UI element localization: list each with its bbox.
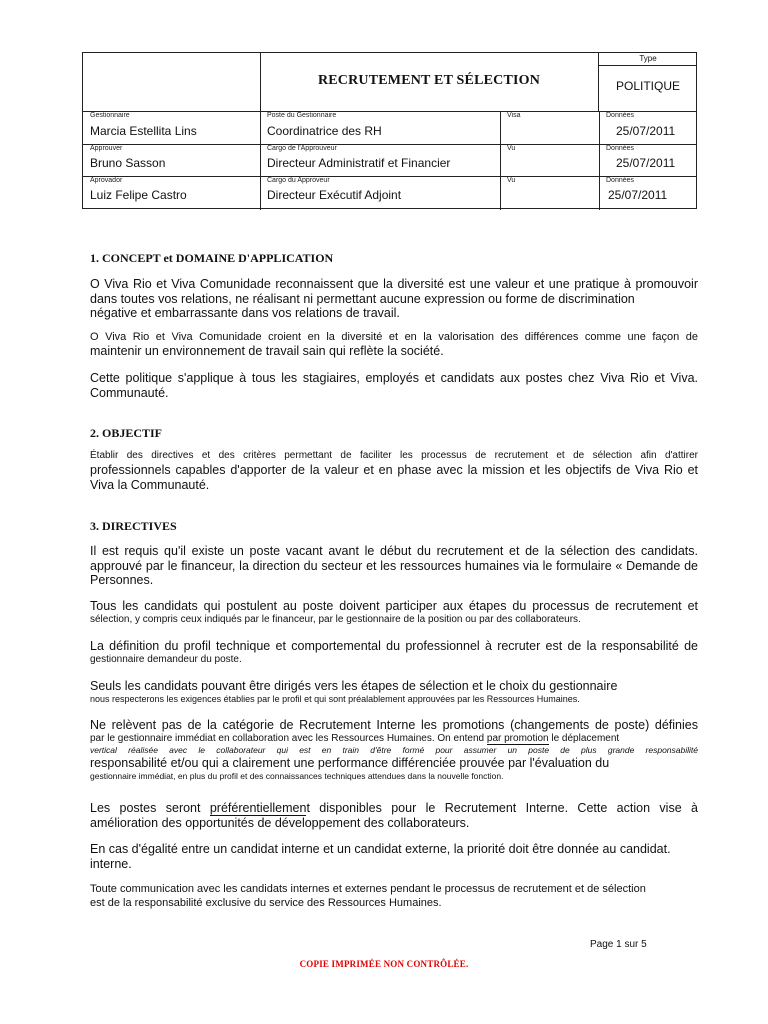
approver-position-label: Cargo de l'Approuveur bbox=[267, 145, 337, 152]
text-line: O Viva Rio et Viva Comunidade reconnaissent que la diversité est une valeur et une pratique à promouvoir bbox=[90, 277, 698, 291]
underlined-term: préférentiellemen bbox=[209, 801, 307, 815]
text-line: La définition du profil technique et comportemental du professionnel à recruter est de la responsabilité de bbox=[90, 639, 698, 653]
section-3-paragraph-6 bbox=[90, 801, 698, 830]
text-line: Communauté. bbox=[90, 385, 169, 400]
section-1-paragraph-2 bbox=[90, 330, 698, 359]
section-3-paragraph-1 bbox=[90, 544, 698, 588]
page-number: Page 1 sur 5 bbox=[590, 939, 647, 950]
approver-position-cell bbox=[260, 144, 501, 177]
text-segment: par le gestionnaire immédiat en collaboration avec les Ressources Humaines. On entend bbox=[90, 733, 487, 744]
text-line: Tous les candidats qui postulent au poste doivent participer aux étapes du processus de recrutement et bbox=[90, 599, 698, 613]
text-line: dans toutes vos relations, ne réalisant ni permettant aucune expression ou forme de discrimination bbox=[90, 291, 635, 306]
approver-vu-cell bbox=[500, 144, 600, 177]
text-line: O Viva Rio et Viva Comunidade croient en la diversité et en la valorisation des différences comme une façon de bbox=[90, 331, 698, 343]
section-2-heading: 2. OBJECTIF bbox=[90, 426, 163, 440]
type-value: POLITIQUE bbox=[615, 79, 680, 93]
text-line: Seuls les candidats pouvant être dirigés vers les étapes de sélection et le choix du gestionnaire bbox=[90, 679, 618, 693]
text-line bbox=[90, 733, 698, 745]
section-3-heading: 3. DIRECTIVES bbox=[90, 519, 177, 533]
section-1-paragraph-3 bbox=[90, 371, 698, 400]
text-line: gestionnaire immédiat, en plus du profil et des connaissances techniques attendues dans la nouvelle fonction. bbox=[90, 771, 504, 781]
text-line: responsabilité et/ou qui a clairement une performance différenciée prouvée par l'évaluation du bbox=[90, 756, 610, 770]
manager-position-cell bbox=[260, 111, 501, 145]
document-header-table bbox=[82, 52, 697, 209]
title-cell bbox=[260, 53, 599, 112]
date-label: Données bbox=[606, 112, 635, 119]
text-line: Établir des directives et des critères permettant de faciliter les processus de recrutement et de sélection afin d'attirer bbox=[90, 450, 698, 461]
document-title: RECRUTEMENT ET SÉLECTION bbox=[317, 73, 541, 88]
text-line: Il est requis qu'il existe un poste vacant avant le début du recrutement et de la sélection des candidats. bbox=[90, 544, 698, 558]
date-label: Données bbox=[606, 145, 635, 152]
manager-label: Gestionnaire bbox=[90, 112, 130, 119]
approver-name: Bruno Sasson bbox=[90, 156, 166, 170]
manager-position: Coordinatrice des RH bbox=[267, 124, 382, 138]
section-3-paragraph-4 bbox=[90, 679, 698, 705]
type-value-cell bbox=[599, 65, 697, 112]
underlined-term: par promotion bbox=[486, 733, 549, 744]
text-segment: Les postes seront bbox=[90, 801, 210, 815]
section-3-paragraph-5 bbox=[90, 718, 698, 782]
visa-label: Visa bbox=[507, 112, 521, 119]
manager-position-label: Poste du Gestionnaire bbox=[267, 112, 337, 119]
manager-visa-cell bbox=[500, 111, 600, 145]
section-3-paragraph-2 bbox=[90, 599, 698, 626]
exec-date: 25/07/2011 bbox=[608, 188, 668, 202]
text-line: gestionnaire demandeur du poste. bbox=[90, 654, 242, 665]
date-label: Données bbox=[606, 177, 635, 184]
text-line: vertical réalisée avec le collaborateur qui est en train d'être formé pour assumer un poste de plus grande responsabilité bbox=[90, 745, 698, 755]
text-line: nous respecterons les exigences établies par le profil et qui sont préalablement approuvées par les Ressources Humaines. bbox=[90, 694, 580, 704]
exec-vu-cell bbox=[500, 176, 600, 210]
text-line: Toute communication avec les candidats internes et externes pendant le processus de recrutement et de sélection bbox=[90, 883, 646, 895]
text-line: Ne relèvent pas de la catégorie de Recrutement Interne les promotions (changements de poste) définies bbox=[90, 718, 698, 732]
text-line: Personnes. bbox=[90, 573, 154, 588]
exec-date-cell bbox=[599, 176, 697, 210]
text-line: approuvé par le financeur, la direction du secteur et les ressources humaines via le formulaire « Demande de bbox=[90, 558, 698, 573]
exec-position-label: Cargo du Approveur bbox=[267, 177, 330, 184]
text-line: est de la responsabilité exclusive du service des Ressources Humaines. bbox=[90, 897, 442, 909]
section-1-paragraph-1 bbox=[90, 277, 698, 321]
uncontrolled-copy-notice: COPIE IMPRIMÉE NON CONTRÔLÉE. bbox=[299, 959, 469, 969]
text-line: maintenir un environnement de travail sain qui reflète la société. bbox=[90, 344, 444, 358]
text-line: négative et embarrassante dans vos relations de travail. bbox=[90, 306, 400, 321]
manager-name-cell bbox=[83, 111, 261, 145]
text-segment: le déplacement bbox=[548, 733, 620, 744]
section-3-paragraph-3 bbox=[90, 639, 698, 666]
text-segment: t disponibles pour le Recrutement Interne. Cette action vise à bbox=[306, 801, 698, 815]
section-1-heading: 1. CONCEPT et DOMAINE D'APPLICATION bbox=[90, 251, 334, 265]
section-3-paragraph-8 bbox=[90, 882, 698, 910]
exec-position: Directeur Exécutif Adjoint bbox=[267, 188, 402, 202]
manager-name: Marcia Estellita Lins bbox=[90, 124, 197, 138]
text-line: Viva la Communauté. bbox=[90, 478, 210, 492]
section-3-paragraph-7 bbox=[90, 842, 698, 871]
manager-date: 25/07/2011 bbox=[616, 124, 676, 138]
approver-label: Approuver bbox=[90, 145, 123, 152]
exec-position-cell bbox=[260, 176, 501, 210]
text-line: En cas d'égalité entre un candidat interne et un candidat externe, la priorité doit être donnée au candidat. bbox=[90, 842, 671, 856]
approver-name-cell bbox=[83, 144, 261, 177]
exec-name: Luiz Felipe Castro bbox=[90, 188, 187, 202]
approver-date-cell bbox=[599, 144, 697, 177]
logo-cell bbox=[83, 53, 261, 112]
manager-date-cell bbox=[599, 111, 697, 145]
aprovador-label: Aprovador bbox=[90, 177, 123, 184]
text-line: sélection, y compris ceux indiqués par le financeur, par le gestionnaire de la position ou par des collaborateurs. bbox=[90, 614, 581, 625]
vu-label: Vu bbox=[507, 145, 516, 152]
section-2-paragraph bbox=[90, 449, 698, 493]
text-line: professionnels capables d'apporter de la valeur et en phase avec la mission et les objectifs de Viva Rio et bbox=[90, 463, 698, 477]
approver-position: Directeur Administratif et Financier bbox=[267, 156, 451, 170]
approver-date: 25/07/2011 bbox=[616, 156, 676, 170]
type-label: Type bbox=[639, 54, 657, 63]
text-line bbox=[90, 801, 698, 816]
text-line: amélioration des opportunités de développement des collaborateurs. bbox=[90, 815, 470, 830]
exec-name-cell bbox=[83, 176, 261, 210]
vu-label: Vu bbox=[507, 177, 516, 184]
text-line: interne. bbox=[90, 856, 132, 871]
text-line: Cette politique s'applique à tous les stagiaires, employés et candidats aux postes chez Viva Rio et Viva. bbox=[90, 371, 698, 385]
